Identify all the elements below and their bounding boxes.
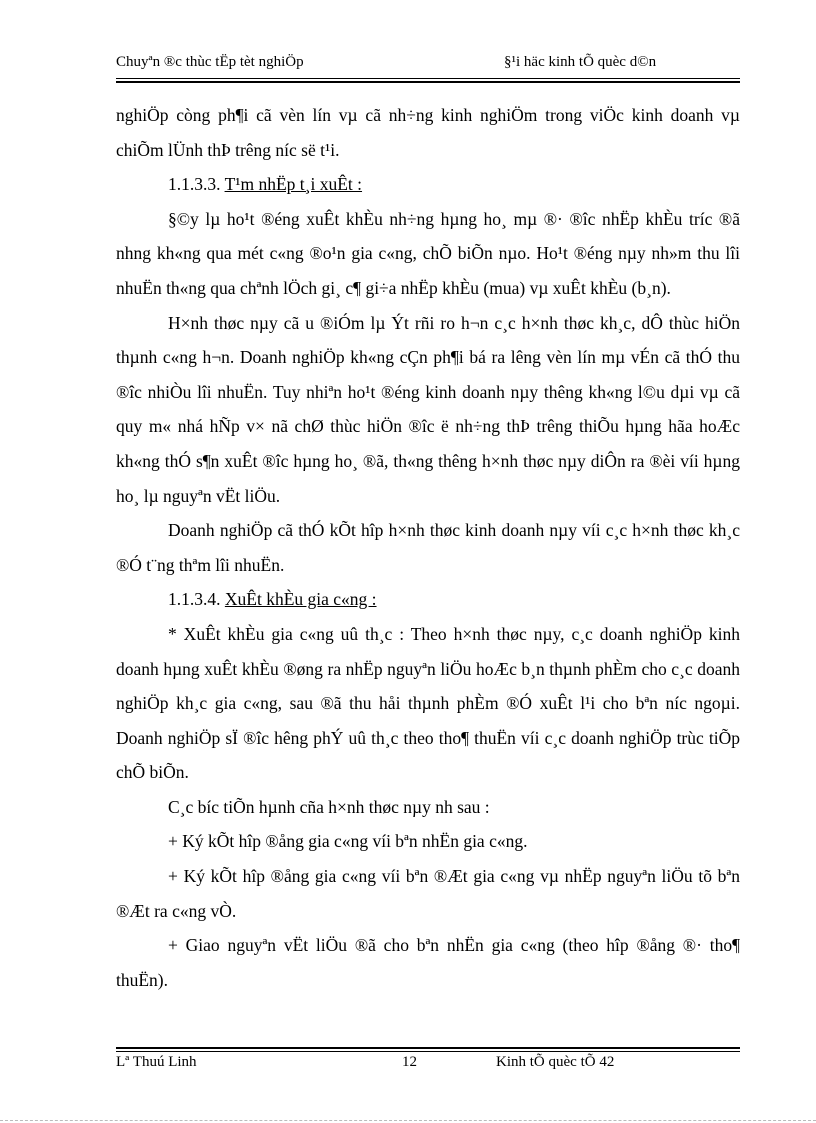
section-heading <box>116 582 740 617</box>
header-right-text: §¹i häc kinh tÕ quèc d©n <box>504 54 657 70</box>
header-rule-thick <box>116 81 740 83</box>
footer-class: Kinh tÕ quèc tÕ 42 <box>496 1054 615 1070</box>
paragraph: §©y lµ ho¹t ®éng xuÊt khÈu nh÷ng hµng ho¸ mµ ®· ®îc nhËp khÈu tríc ®ã nhng kh«ng qua mét c«ng ®o¹n gia c«ng, chÕ biÕn nµo. Ho¹t ®éng nµy nh»m thu lîi nhuËn th«ng qua chªnh lÖch gi¸ c¶ gi÷a nhËp khÈu (mua) vµ xuÊt khÈu (b¸n). <box>116 208 740 298</box>
section-heading <box>116 167 740 202</box>
section-title: T¹m nhËp t¸i xuÊt : <box>224 174 363 195</box>
page-body <box>116 98 740 997</box>
page-header <box>116 50 740 74</box>
section-title: XuÊt khÈu gia c«ng : <box>224 589 377 610</box>
section-number: 1.1.3.4. <box>168 589 221 610</box>
page-break-line <box>0 1120 816 1121</box>
header-left-text: Chuyªn ®c thùc tËp tèt nghiÖp <box>116 54 304 70</box>
paragraph: Doanh nghiÖp cã thÓ kÕt hîp h×nh thøc kinh doanh nµy víi c¸c h×nh thøc kh¸c ®Ó t¨ng thªm lîi nhuËn. <box>116 520 740 575</box>
footer-rule <box>116 1051 740 1052</box>
paragraph: nghiÖp còng ph¶i cã vèn lín vµ cã nh÷ng kinh nghiÖm trong viÖc kinh doanh vµ chiÕm lÜnh thÞ trêng níc së t¹i. <box>116 105 740 160</box>
section-number: 1.1.3.3. <box>168 174 221 195</box>
paragraph: H×nh thøc nµy cã u ®iÓm lµ Ýt rñi ro h¬n c¸c h×nh thøc kh¸c, dÔ thùc hiÖn thµnh c«ng h¬n. Doanh nghiÖp kh«ng cÇn ph¶i bá ra lêng vèn lín mµ vÉn cã thÓ thu ®îc nhiÒu lîi nhuËn. Tuy nhiªn ho¹t ®éng kinh doanh nµy thêng kh«ng l©u dµi vµ cã quy m« nhá hÑp v× nã chØ thùc hiÖn ®îc ë nh÷ng thÞ trêng thiÕu hµng hãa hoÆc kh«ng thÓ s¶n xuÊt ®îc hµng ho¸ ®ã, th«ng thêng h×nh thøc nµy diÔn ra ®èi víi hµng ho¸ lµ nguyªn vËt liÖu. <box>116 312 740 506</box>
list-item: + Ký kÕt hîp ®ång gia c«ng víi bªn ®Æt gia c«ng vµ nhËp nguyªn liÖu tõ bªn ®Æt ra c«ng vÒ. <box>116 866 740 921</box>
page-number: 12 <box>402 1054 417 1070</box>
footer-rule-thick <box>116 1047 740 1049</box>
list-item: + Giao nguyªn vËt liÖu ®ã cho bªn nhËn gia c«ng (theo hîp ®ång ®· tho¶ thuËn). <box>116 935 740 990</box>
header-rule <box>116 78 740 79</box>
list-item: + Ký kÕt hîp ®ång gia c«ng víi bªn nhËn gia c«ng. <box>168 831 528 852</box>
paragraph: C¸c bíc tiÕn hµnh cña h×nh thøc nµy nh sau : <box>168 796 490 817</box>
footer-author: Lª Thuú Linh <box>116 1054 197 1070</box>
paragraph: * XuÊt khÈu gia c«ng uû th¸c : Theo h×nh thøc nµy, c¸c doanh nghiÖp kinh doanh hµng xuÊt khÈu ®øng ra nhËp nguyªn liÖu hoÆc b¸n thµnh phÈm cho c¸c doanh nghiÖp kh¸c gia c«ng, sau ®ã thu håi thµnh phÈm ®Ó xuÊt l¹i cho bªn níc ngoµi. Doanh nghiÖp sÏ ®îc hêng phÝ uû th¸c theo tho¶ thuËn víi c¸c doanh nghiÖp trùc tiÕp chÕ biÕn. <box>116 623 740 783</box>
